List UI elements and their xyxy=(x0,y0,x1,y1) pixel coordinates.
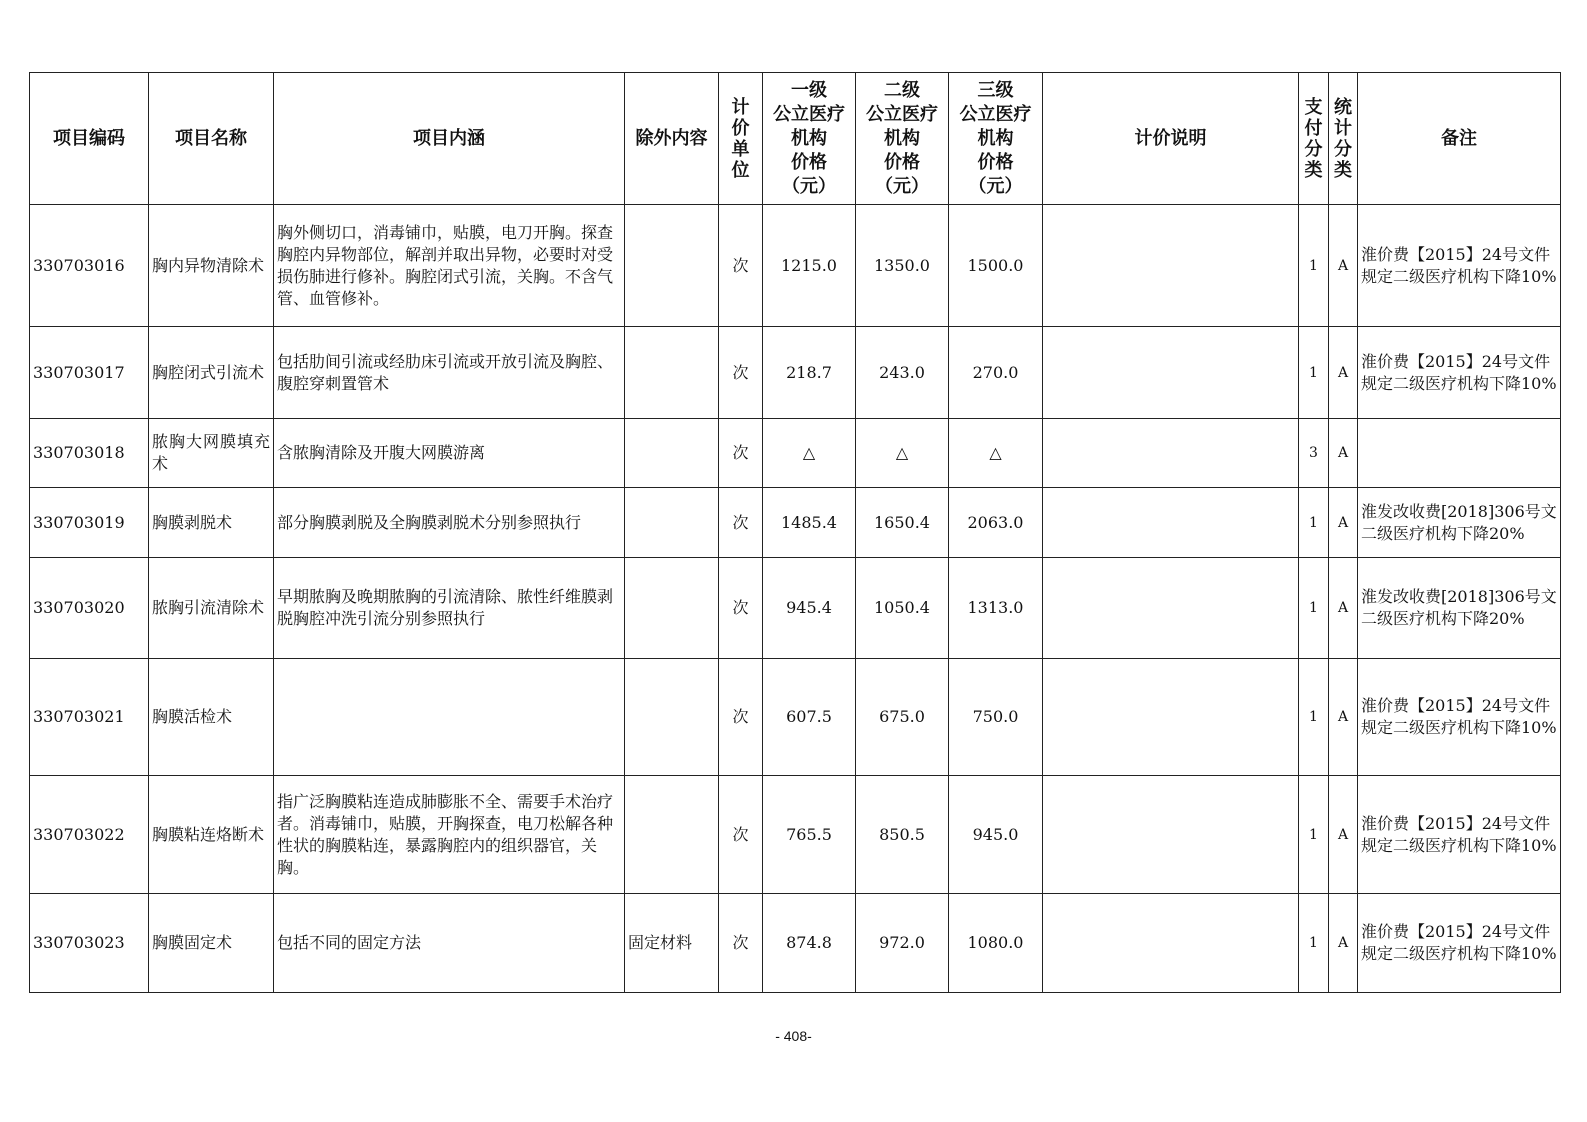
cell-stat-category: A xyxy=(1329,327,1358,419)
cell-pricing-notes xyxy=(1043,894,1299,993)
cell-price-level2: △ xyxy=(856,419,949,488)
header-line: 分 xyxy=(1304,138,1323,160)
header-description: 项目内涵 xyxy=(274,73,625,205)
table-row xyxy=(30,419,1561,488)
header-line: 付 xyxy=(1304,117,1323,139)
cell-name: 胸膜粘连烙断术 xyxy=(149,776,274,894)
header-line: 位 xyxy=(731,159,750,181)
cell-unit: 次 xyxy=(719,205,763,327)
cell-name: 胸膜固定术 xyxy=(149,894,274,993)
cell-name: 胸内异物清除术 xyxy=(149,205,274,327)
cell-price-level3: 750.0 xyxy=(949,659,1043,776)
cell-price-level1: 218.7 xyxy=(763,327,856,419)
cell-price-level2: 675.0 xyxy=(856,659,949,776)
cell-exclusions xyxy=(625,205,719,327)
header-line: （元） xyxy=(782,175,836,197)
price-table xyxy=(29,72,1561,993)
cell-code: 330703016 xyxy=(30,205,149,327)
header-line: 价格 xyxy=(884,151,920,173)
cell-unit: 次 xyxy=(719,488,763,558)
header-name: 项目名称 xyxy=(149,73,274,205)
header-line: 统 xyxy=(1334,96,1352,118)
header-line: 公立医疗 xyxy=(959,103,1032,125)
cell-pricing-notes xyxy=(1043,776,1299,894)
cell-remarks: 淮价费【2015】24号文件规定二级医疗机构下降10% xyxy=(1358,205,1561,327)
cell-payment-category: 1 xyxy=(1299,558,1329,659)
cell-payment-category: 1 xyxy=(1299,659,1329,776)
cell-unit: 次 xyxy=(719,419,763,488)
cell-price-level2: 1050.4 xyxy=(856,558,949,659)
cell-stat-category: A xyxy=(1329,776,1358,894)
header-line: 公立医疗 xyxy=(866,103,938,125)
cell-exclusions xyxy=(625,659,719,776)
header-price-level1 xyxy=(763,73,856,205)
cell-price-level2: 972.0 xyxy=(856,894,949,993)
cell-price-level1: 607.5 xyxy=(763,659,856,776)
header-row xyxy=(30,73,1561,205)
header-line: （元） xyxy=(875,175,929,197)
table-row xyxy=(30,558,1561,659)
cell-stat-category: A xyxy=(1329,659,1358,776)
header-stat-category xyxy=(1329,73,1358,205)
cell-payment-category: 1 xyxy=(1299,488,1329,558)
header-remarks: 备注 xyxy=(1358,73,1561,205)
header-line: 价格 xyxy=(791,151,827,173)
cell-remarks xyxy=(1358,419,1561,488)
header-line: 分 xyxy=(1334,138,1352,160)
header-line: 支 xyxy=(1304,96,1323,118)
cell-stat-category: A xyxy=(1329,558,1358,659)
header-line: 机构 xyxy=(884,127,920,149)
header-code: 项目编码 xyxy=(30,73,149,205)
header-line: 机构 xyxy=(791,127,827,149)
cell-price-level1: △ xyxy=(763,419,856,488)
cell-description: 部分胸膜剥脱及全胸膜剥脱术分别参照执行 xyxy=(274,488,625,558)
cell-remarks: 淮价费【2015】24号文件规定二级医疗机构下降10% xyxy=(1358,776,1561,894)
cell-description: 指广泛胸膜粘连造成肺膨胀不全、需要手术治疗者。消毒铺巾，贴膜，开胸探查，电刀松解各种性状的胸膜粘连，暴露胸腔内的组织器官，关胸。 xyxy=(274,776,625,894)
header-line: 类 xyxy=(1304,159,1323,181)
header-line: 价格 xyxy=(977,151,1014,173)
cell-pricing-notes xyxy=(1043,558,1299,659)
cell-pricing-notes xyxy=(1043,659,1299,776)
header-line: 单 xyxy=(731,138,750,160)
table-row xyxy=(30,327,1561,419)
cell-code: 330703023 xyxy=(30,894,149,993)
cell-payment-category: 3 xyxy=(1299,419,1329,488)
header-line: 二级 xyxy=(884,79,920,101)
cell-price-level1: 945.4 xyxy=(763,558,856,659)
table-row xyxy=(30,205,1561,327)
page-number: - 408- xyxy=(775,1028,812,1044)
cell-code: 330703022 xyxy=(30,776,149,894)
cell-exclusions xyxy=(625,776,719,894)
cell-payment-category: 1 xyxy=(1299,776,1329,894)
header-line: （元） xyxy=(968,175,1023,197)
cell-pricing-notes xyxy=(1043,327,1299,419)
cell-price-level3: 1313.0 xyxy=(949,558,1043,659)
cell-price-level1: 874.8 xyxy=(763,894,856,993)
cell-name: 脓胸大网膜填充术 xyxy=(149,419,274,488)
cell-remarks: 淮发改收费[2018]306号文二级医疗机构下降20% xyxy=(1358,488,1561,558)
header-pricing-notes: 计价说明 xyxy=(1043,73,1299,205)
cell-code: 330703021 xyxy=(30,659,149,776)
header-price-level3 xyxy=(949,73,1043,205)
cell-price-level3: 945.0 xyxy=(949,776,1043,894)
cell-stat-category: A xyxy=(1329,488,1358,558)
table-row xyxy=(30,659,1561,776)
cell-stat-category: A xyxy=(1329,894,1358,993)
cell-name: 胸膜剥脱术 xyxy=(149,488,274,558)
cell-description: 早期脓胸及晚期脓胸的引流清除、脓性纤维膜剥脱胸腔冲洗引流分别参照执行 xyxy=(274,558,625,659)
cell-price-level3: 1500.0 xyxy=(949,205,1043,327)
header-line: 类 xyxy=(1334,159,1352,181)
cell-code: 330703020 xyxy=(30,558,149,659)
cell-code: 330703017 xyxy=(30,327,149,419)
header-price-level2 xyxy=(856,73,949,205)
table-body xyxy=(30,205,1561,993)
cell-payment-category: 1 xyxy=(1299,205,1329,327)
cell-price-level1: 1485.4 xyxy=(763,488,856,558)
cell-code: 330703018 xyxy=(30,419,149,488)
cell-exclusions xyxy=(625,419,719,488)
cell-exclusions: 固定材料 xyxy=(625,894,719,993)
cell-remarks: 淮发改收费[2018]306号文二级医疗机构下降20% xyxy=(1358,558,1561,659)
cell-exclusions xyxy=(625,488,719,558)
header-exclusions: 除外内容 xyxy=(625,73,719,205)
cell-description: 胸外侧切口，消毒铺巾，贴膜，电刀开胸。探查胸腔内异物部位，解剖并取出异物，必要时对受损伤肺进行修补。胸腔闭式引流，关胸。不含气管、血管修补。 xyxy=(274,205,625,327)
cell-remarks: 淮价费【2015】24号文件规定二级医疗机构下降10% xyxy=(1358,327,1561,419)
cell-name: 胸腔闭式引流术 xyxy=(149,327,274,419)
cell-unit: 次 xyxy=(719,327,763,419)
cell-price-level2: 1350.0 xyxy=(856,205,949,327)
cell-price-level1: 1215.0 xyxy=(763,205,856,327)
cell-stat-category: A xyxy=(1329,205,1358,327)
cell-price-level3: 1080.0 xyxy=(949,894,1043,993)
header-line: 一级 xyxy=(791,79,827,101)
header-line: 计 xyxy=(731,96,750,118)
cell-unit: 次 xyxy=(719,894,763,993)
cell-payment-category: 1 xyxy=(1299,327,1329,419)
cell-pricing-notes xyxy=(1043,419,1299,488)
cell-pricing-notes xyxy=(1043,205,1299,327)
cell-code: 330703019 xyxy=(30,488,149,558)
header-line: 公立医疗 xyxy=(773,103,845,125)
cell-description xyxy=(274,659,625,776)
cell-price-level2: 1650.4 xyxy=(856,488,949,558)
table-row xyxy=(30,894,1561,993)
cell-description: 包括不同的固定方法 xyxy=(274,894,625,993)
cell-name: 脓胸引流清除术 xyxy=(149,558,274,659)
table-row xyxy=(30,488,1561,558)
cell-remarks: 淮价费【2015】24号文件规定二级医疗机构下降10% xyxy=(1358,659,1561,776)
header-line: 三级 xyxy=(977,79,1014,101)
cell-exclusions xyxy=(625,558,719,659)
table-row xyxy=(30,776,1561,894)
cell-payment-category: 1 xyxy=(1299,894,1329,993)
cell-exclusions xyxy=(625,327,719,419)
header-payment-category xyxy=(1299,73,1329,205)
cell-remarks: 淮价费【2015】24号文件规定二级医疗机构下降10% xyxy=(1358,894,1561,993)
cell-price-level1: 765.5 xyxy=(763,776,856,894)
cell-unit: 次 xyxy=(719,776,763,894)
cell-name: 胸膜活检术 xyxy=(149,659,274,776)
cell-stat-category: A xyxy=(1329,419,1358,488)
header-line: 计 xyxy=(1334,117,1352,139)
cell-description: 含脓胸清除及开腹大网膜游离 xyxy=(274,419,625,488)
cell-unit: 次 xyxy=(719,558,763,659)
header-line: 价 xyxy=(731,117,750,139)
header-unit xyxy=(719,73,763,205)
cell-unit: 次 xyxy=(719,659,763,776)
cell-description: 包括肋间引流或经肋床引流或开放引流及胸腔、腹腔穿刺置管术 xyxy=(274,327,625,419)
cell-price-level2: 243.0 xyxy=(856,327,949,419)
cell-price-level3: △ xyxy=(949,419,1043,488)
cell-price-level3: 2063.0 xyxy=(949,488,1043,558)
cell-price-level3: 270.0 xyxy=(949,327,1043,419)
header-line: 机构 xyxy=(977,127,1014,149)
cell-price-level2: 850.5 xyxy=(856,776,949,894)
cell-pricing-notes xyxy=(1043,488,1299,558)
